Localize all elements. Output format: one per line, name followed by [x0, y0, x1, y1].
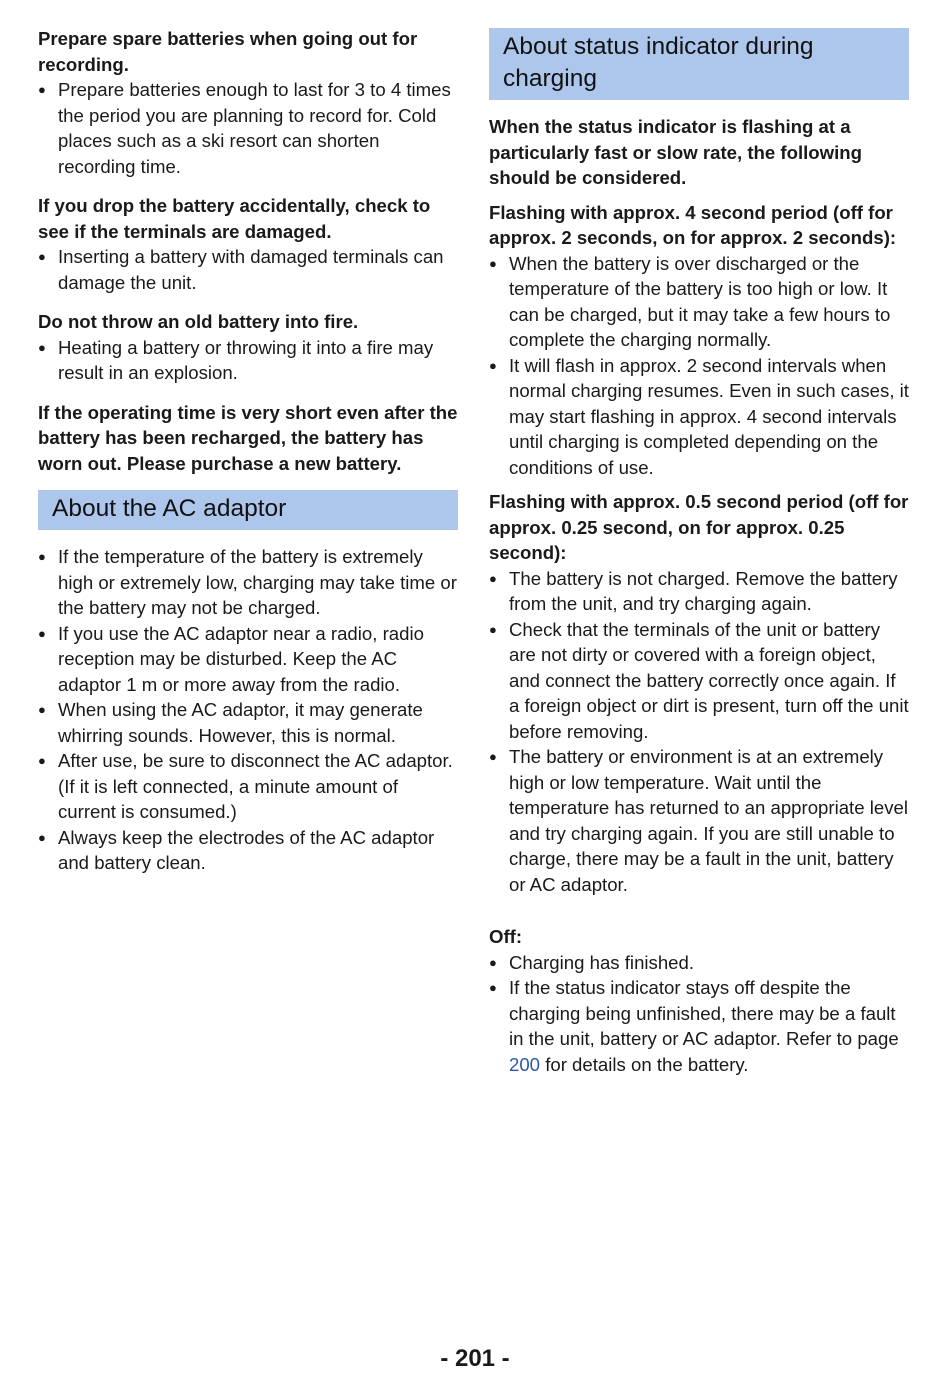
worn-battery-section [38, 400, 458, 477]
status-indicator-title: About status indicator during charging [489, 28, 909, 100]
list-item: ● The battery is not charged. Remove the battery from the unit, and try charging again. [489, 566, 909, 617]
page-200-link[interactable]: 200 [509, 1053, 541, 1075]
off-section [489, 924, 909, 1077]
list-item: ● When using the AC adaptor, it may generate whirring sounds. However, this is normal. [38, 697, 458, 748]
fast-flash-list [489, 566, 909, 898]
off-heading: Off: [489, 926, 523, 947]
list-item: ● If you use the AC adaptor near a radio, radio reception may be disturbed. Keep the AC adaptor 1 m or more away from the radio. [38, 621, 458, 698]
worn-battery-heading: If the operating time is very short even after the battery has been recharged, the battery has worn out. Please purchase a new battery. [38, 401, 458, 474]
drop-battery-heading: If you drop the battery accidentally, check to see if the terminals are damaged. [38, 195, 431, 242]
slow-flash-list [489, 251, 909, 481]
slow-flash-section [489, 200, 909, 481]
slow-flash-heading: Flashing with approx. 4 second period (off for approx. 2 seconds, on for approx. 2 seconds): [489, 201, 897, 248]
spare-batteries-heading: Prepare spare batteries when going out for recording. [38, 28, 418, 75]
list-item: ● If the temperature of the battery is extremely high or extremely low, charging may take time or the battery may not be charged. [38, 544, 458, 621]
off-bullet-text-end: for details on the battery. [540, 1053, 749, 1075]
off-list [489, 950, 909, 1078]
list-item: ● Prepare batteries enough to last for 3 to 4 times the period you are planning to record for. Cold places such as a ski resort can shorten recording time. [38, 77, 458, 179]
ac-adaptor-title: About the AC adaptor [38, 490, 458, 530]
right-column [489, 28, 909, 1077]
page-number: - 201 - [440, 1345, 510, 1372]
list-item: ● Check that the terminals of the unit or battery are not dirty or covered with a foreign object, and connect the battery correctly once again. If a foreign object or dirt is present, turn off the unit before removing. [489, 617, 909, 745]
list-item: ● It will flash in approx. 2 second intervals when normal charging resumes. Even in such cases, it may start flashing in approx. 4 second intervals until charging is completed depending on the conditions of use. [489, 353, 909, 481]
list-item: ● Always keep the electrodes of the AC adaptor and battery clean. [38, 825, 458, 876]
list-item: ● The battery or environment is at an extremely high or low temperature. Wait until the temperature has returned to an appropriate level and try charging again. If you are still unable to charge, there may be a fault in the unit, battery or AC adaptor. [489, 744, 909, 897]
list-item: ● When the battery is over discharged or the temperature of the battery is too high or low. It can be charged, but it may take a few hours to complete the charging normally. [489, 251, 909, 353]
spare-batteries-list [38, 77, 458, 179]
list-item: ● Charging has finished. [489, 950, 909, 976]
list-item: ● Heating a battery or throwing it into a fire may result in an explosion. [38, 335, 458, 386]
fast-flash-section [489, 489, 909, 897]
fire-list [38, 335, 458, 386]
fast-flash-heading: Flashing with approx. 0.5 second period (off for approx. 0.25 second, on for approx. 0.25 second): [489, 491, 909, 563]
drop-battery-list [38, 244, 458, 295]
fire-heading: Do not throw an old battery into fire. [38, 311, 359, 332]
drop-battery-section [38, 193, 458, 295]
left-column [38, 26, 458, 876]
list-item: ● After use, be sure to disconnect the AC adaptor. (If it is left connected, a minute amount of current is consumed.) [38, 748, 458, 825]
list-item: ● Inserting a battery with damaged terminals can damage the unit. [38, 244, 458, 295]
status-indicator-intro: When the status indicator is flashing at a particularly fast or slow rate, the following should be considered. [489, 116, 862, 188]
ac-adaptor-list [38, 544, 458, 876]
off-bullet-text: If the status indicator stays off despite the charging being unfinished, there may be a fault in the unit, battery or AC adaptor. Refer to page [509, 977, 899, 1049]
list-item [489, 975, 909, 1077]
fire-section [38, 309, 458, 386]
spare-batteries-section [38, 26, 458, 179]
